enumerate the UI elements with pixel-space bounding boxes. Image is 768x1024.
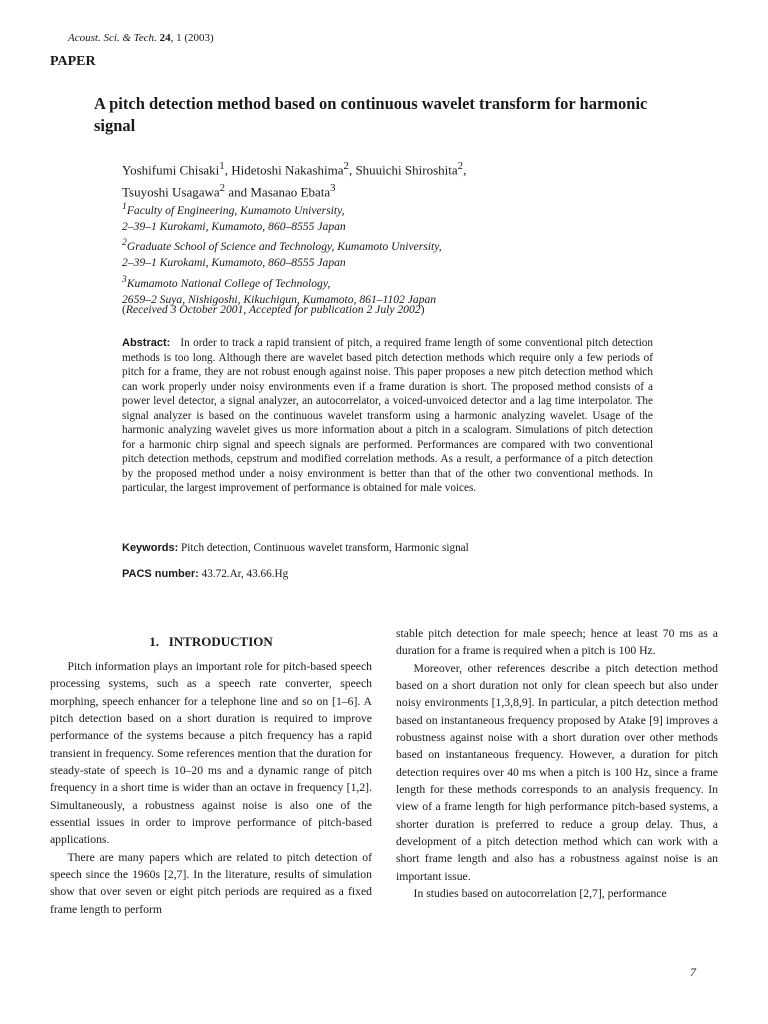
body-paragraph: Moreover, other references describe a pitch detection method based on a short duration not only for clean speech but also under noisy environments [1,3,8,9]. In particular, a pitch detection method based on instantaneous frequency proposed by Atake [9] improves a robustness against noise with a short duration over other methods based on instantaneous frequency. However, a duration for pitch detection requires over 40 ms when a pitch is 100 Hz, since a frame length for these methods corresponds to an analysis frequency. In view of a frame length for high performance pitch-based systems, a shorter duration is preferred to reduce a group delay. Thus, a development of a pitch detection method which can work with a short frame length and also has a robustness against noise is an important issue. — [396, 661, 718, 883]
author-affiliation-mark: 2 — [457, 160, 464, 172]
section-heading-introduction: 1. INTRODUCTION — [149, 634, 273, 649]
affiliation-line: $^1$Faculty of Engineering, Kumamoto University, — [122, 201, 345, 217]
body-paragraph: stable pitch detection for male speech; hence at least 70 ms as a duration for a frame is required when a pitch is 100 Hz. — [396, 627, 718, 658]
author-name: Yoshifumi Chisaki — [122, 162, 220, 178]
author-name: Masanao Ebata — [250, 184, 331, 200]
body-paragraph: In studies based on autocorrelation [2,7], performance — [413, 887, 667, 901]
author-separator: , — [224, 162, 232, 178]
body-paragraph: There are many papers which are related to pitch detection of speech since the 1960s [2,7]. In the literature, results of simulation show that over seven or eight pitch periods are required as a fixed frame length to perform — [50, 850, 372, 916]
pacs-number — [122, 568, 288, 580]
pacs-text: 43.72.Ar, 43.66.Hg — [201, 568, 289, 580]
received-date-text: Received 3 October 2001, Accepted for publication 2 July 2002 — [125, 303, 421, 316]
author-separator: , — [348, 162, 356, 178]
author-separator: , — [463, 162, 467, 178]
affiliation-mark: 1 — [122, 201, 127, 212]
journal-volume: 24 — [159, 32, 171, 44]
journal-name: Acoust. Sci. & Tech. — [68, 32, 157, 44]
author-list — [122, 157, 682, 202]
section-label: PAPER — [50, 54, 96, 69]
author-separator: and — [225, 184, 251, 200]
paper-title: A pitch detection method based on continuous wavelet transform for harmonic signal — [94, 94, 648, 135]
affiliation-line: $^3$Kumamoto National College of Technology, — [122, 273, 331, 290]
author-affiliation-mark: 2 — [343, 160, 349, 172]
affiliation-list — [122, 199, 682, 308]
author-affiliation-mark: 3 — [330, 182, 336, 195]
keywords-label: Keywords: — [122, 542, 179, 554]
author-affiliation-mark: 1 — [219, 160, 225, 172]
author-affiliation-mark: 2 — [219, 182, 226, 195]
affiliation-line: 2–39–1 Kurokami, Kumamoto, 860–8555 Japan — [122, 220, 346, 234]
affiliation-line: $^2$Graduate School of Science and Technology, Kumamoto University, — [122, 237, 442, 254]
journal-issue-year: , 1 (2003) — [170, 32, 214, 44]
right-column — [396, 625, 718, 903]
affiliation-mark: 2 — [122, 237, 127, 249]
affiliation-line: 2659–2 Suya, Nishigoshi, Kikuchigun, Kumamoto, 861–1102 Japan — [122, 292, 437, 306]
keywords-text: Pitch detection, Continuous wavelet transform, Harmonic signal — [181, 542, 469, 554]
abstract — [122, 336, 653, 496]
journal-citation — [68, 32, 214, 44]
author-name: Tsuyoshi Usagawa — [122, 184, 220, 200]
left-column — [50, 633, 372, 918]
abstract-label: Abstract: — [122, 337, 171, 349]
affiliation-line: 2–39–1 Kurokami, Kumamoto, 860–8555 Japan — [122, 256, 346, 270]
page-number: 7 — [690, 965, 696, 979]
author-name: Shuuichi Shiroshita — [355, 162, 458, 178]
keywords — [122, 542, 469, 554]
author-name: Hidetoshi Nakashima — [231, 162, 344, 178]
abstract-text: In order to track a rapid transient of pitch, a required frame length of some conventional pitch detection methods is too long. Although there are wavelet based pitch detection methods which require only a few periods of pitch for a frame, they are not robust enough against noise. This paper proposes a new pitch detection method which can work properly under noisy environments even if a frame duration is short. The proposed method consists of a power level detector, a signal analyzer, an autocorrelator, a voiced-unvoiced detector and a lag time interpolator. The signal analyzer is based on the continuous wavelet transform using a harmonic analyzing wavelet. Usage of the harmonic analyzing wavelet gives us more information about a pitch in a scalogram. Simulations of pitch detection for a harmonic chirp signal and speech signals are performed. Performances are compared with two conventional pitch detection methods, cepstrum and modified correlation methods. As a result, a performance of a pitch detection by the proposed method under a noisy environment is better than that of the other two conventional methods. In particular, the largest improvement of performance is obtained for male voices. — [122, 337, 653, 495]
affiliation-mark: 3 — [122, 273, 127, 285]
body-paragraph: Pitch information plays an important role for pitch-based speech processing systems, such as a speech rate converter, speech morphing, speech enhancer for a telephone line and so on [1–6]. A pitch detection based on a short duration is required to improve performance of the systems because a pitch frequency has a rapid transient in frequency. Some references mention that the duration for steady-state of speech is 10–20 ms and a dynamic range of pitch frequency in a short time is wider than an octave in frequency [1,2]. Simultaneously, a robustness against noise is also one of the essential issues in order to improve performance of pitch-based applications. — [50, 660, 372, 847]
pacs-label: PACS number: — [122, 568, 199, 580]
received-date: (Received 3 October 2001, Accepted for publication 2 July 2002) — [122, 303, 425, 316]
